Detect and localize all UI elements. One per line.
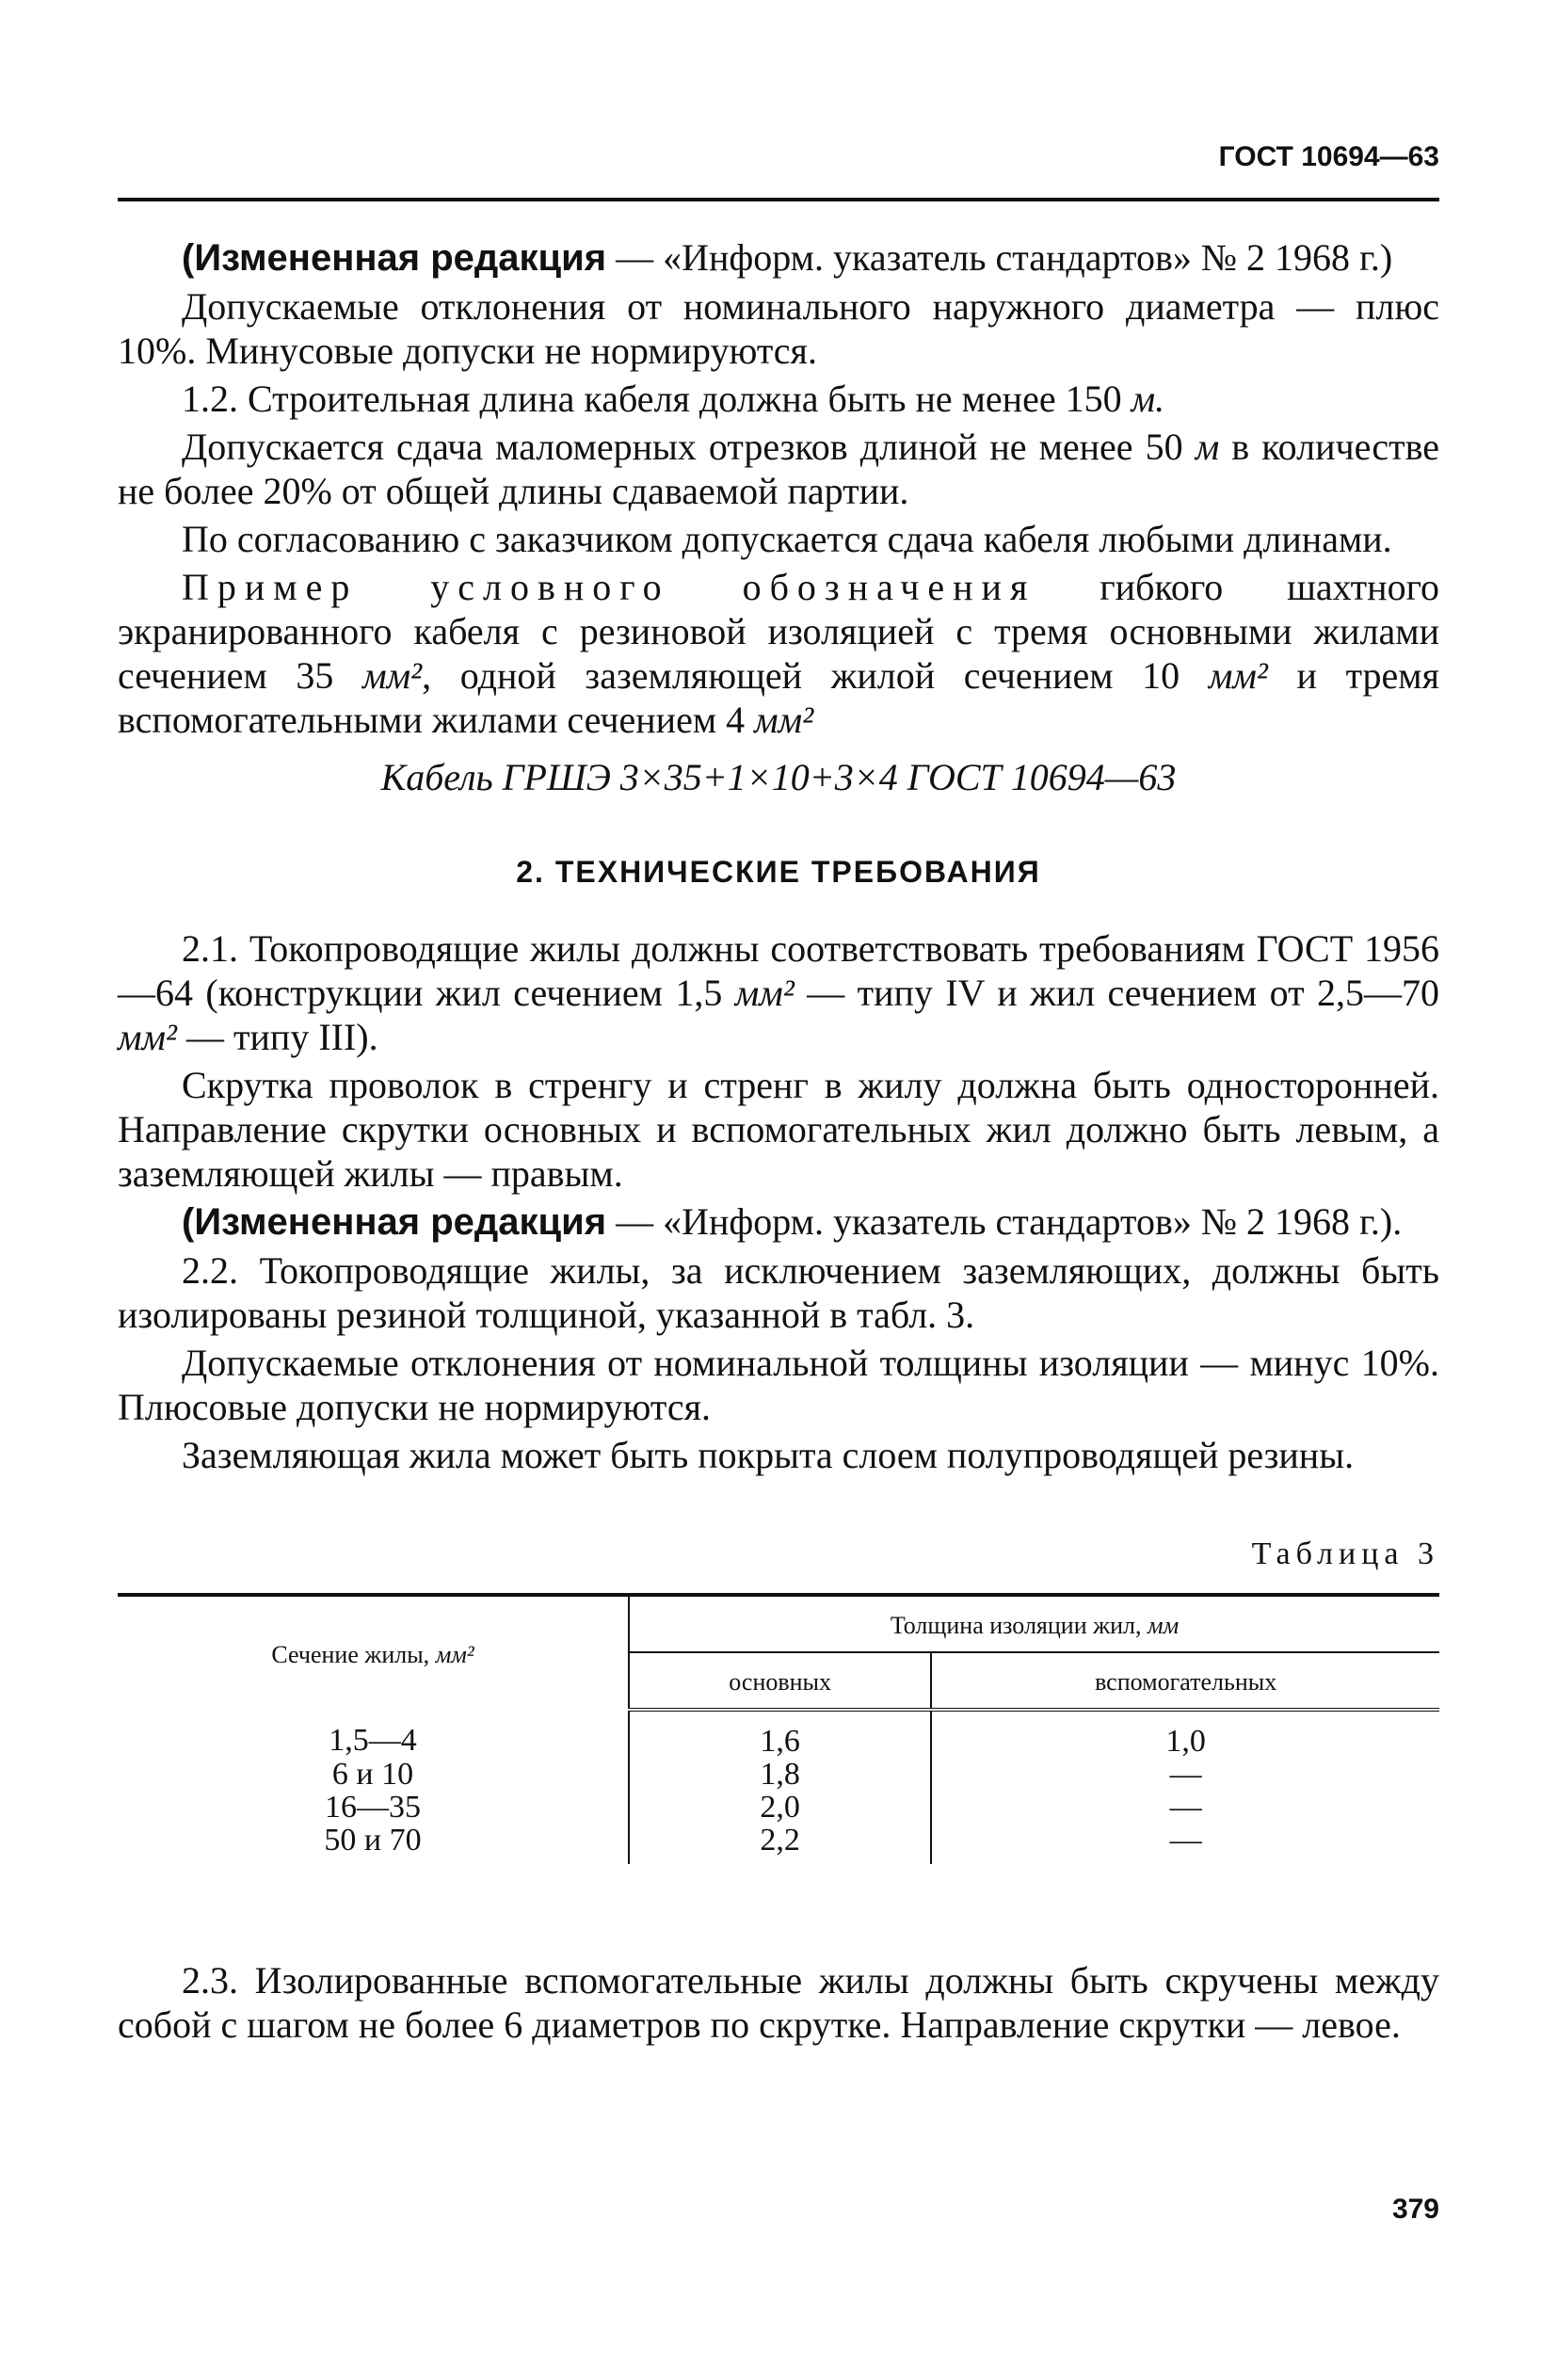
edition-note-2-bold: (Измененная редакция [182,1201,607,1243]
conductors-c: — типу III). [177,1016,378,1058]
designation-example-b: , одной заземляющей жилой сечением 10 [422,654,1209,697]
table-row [118,1791,1439,1824]
page-number: 379 [1391,2194,1439,2225]
table-header-thickness-label: Толщина изоляции жил, [890,1612,1148,1639]
designation-unit-1: мм² [362,654,423,697]
cell-main: 1,8 [629,1758,931,1791]
designation-unit-3: мм² [754,699,814,741]
short-lengths-unit: м [1195,426,1220,468]
designation-unit-2: мм² [1208,654,1268,697]
section-title: 2. ТЕХНИЧЕСКИЕ ТРЕБОВАНИЯ [516,855,1041,889]
paragraph-designation-example [118,565,1439,742]
table-row [118,1758,1439,1791]
conductors-b: — типу IV и жил сечением от 2,5—70 [794,972,1439,1014]
table-row [118,1824,1439,1864]
paragraph-grounding-core: Заземляющая жила может быть покрыта слоем полупроводящей резины. [182,1434,1355,1476]
edition-note-2-text: — «Информ. указатель стандартов» № 2 1968 г.). [606,1200,1403,1243]
cell-section: 6 и 10 [118,1758,629,1791]
cell-section: 1,5—4 [118,1710,629,1758]
table-header-thickness-unit: мм [1147,1612,1180,1639]
cable-designation: Кабель ГРШЭ 3×35+1×10+3×4 ГОСТ 10694—63 [380,756,1177,798]
conductors-unit-2: мм² [118,1016,178,1058]
table-caption: Таблица 3 [1251,1536,1439,1571]
paragraph-customer-agreement: По согласованию с заказчиком допускается сдача кабеля любыми длинами. [182,518,1392,560]
paragraph-construction-length [118,377,1439,421]
table-header-main: основных [629,1652,931,1710]
paragraph-insulation: 2.2. Токопроводящие жилы, за исключением заземляющих, должны быть изолированы резиной толщиной, указанной в табл. 3. [118,1249,1439,1336]
table-header-section-unit: мм² [435,1641,474,1668]
table-header-section [118,1595,629,1710]
paragraph-insulation-tolerance: Допускаемые отклонения от номинальной толщины изоляции — минус 10%. Плюсовые допуски не нормируются. [118,1342,1439,1428]
paragraph-stranding: Скрутка проволок в стренгу и стренг в жилу должна быть односторонней. Направление скрутки основных и вспомогательных жил должно быть левым, а заземляющей жилы — правым. [118,1064,1439,1195]
cell-section: 16—35 [118,1791,629,1824]
paragraph-diameter-tolerance: Допускаемые отклонения от номинального наружного диаметра — плюс 10%. Минусовые допуски не нормируются. [118,285,1439,372]
paragraph-conductors [118,926,1439,1059]
short-lengths-rest: в количестве не более 20% от общей длины сдаваемой партии. [118,426,1440,512]
cell-main: 2,0 [629,1791,931,1824]
table-header-section-label: Сечение жилы, [271,1641,436,1668]
conductors-unit-1: мм² [734,972,795,1014]
paragraph-aux-stranding: 2.3. Изолированные вспомогательные жилы должны быть скручены между собой с шагом не более 6 диаметров по скрутке. Направление скрутки — левое. [118,1959,1439,2046]
edition-note-bold: (Измененная редакция [182,237,607,279]
paragraph-edition-note [118,235,1439,281]
cell-aux: — [1169,1757,1202,1792]
cell-section: 50 и 70 [118,1824,629,1864]
page-header: ГОСТ 10694—63 [1218,141,1439,172]
cell-aux: — [1169,1790,1202,1825]
cell-aux: 1,0 [1165,1724,1206,1759]
edition-note-text: — «Информ. указатель стандартов» № 2 1968 г.) [606,236,1393,279]
cell-aux: — [1169,1823,1202,1857]
table-header-aux: вспомогательных [931,1652,1439,1710]
cell-main: 1,6 [629,1710,931,1758]
insulation-thickness-table [118,1593,1439,1864]
designation-example-a: гибкого шахтного экранированного кабеля с резиновой изоляцией с тремя основными жилами сечением 35 [118,566,1439,697]
cell-main: 2,2 [629,1824,931,1864]
short-lengths-text: Допускается сдача маломерных отрезков длиной не менее 50 [182,426,1196,468]
conductors-a: 2.1. Токопроводящие жилы должны соответствовать требованиям ГОСТ 1956—64 (конструкции жил сечением 1,5 [118,927,1439,1014]
table-header-thickness [629,1595,1439,1652]
construction-length-text: 1.2. Строительная длина кабеля должна быть не менее 150 [182,378,1132,420]
document-body [118,235,1439,2050]
paragraph-edition-note-2 [118,1199,1439,1245]
construction-length-unit: м. [1131,378,1165,420]
header-rule [118,198,1439,201]
designation-example-spaced: Пример условного обозначения [182,566,1036,608]
paragraph-short-lengths [118,425,1439,513]
table-row [118,1710,1439,1758]
designation-example-c: и тремя вспомогательными жилами сечением 4 [118,654,1440,741]
